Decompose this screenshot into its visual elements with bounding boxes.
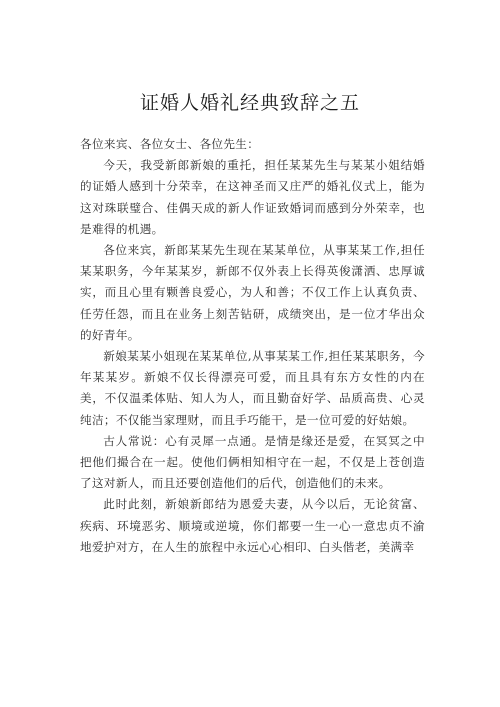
paragraph-5: 此时此刻，新娘新郎结为恩爱夫妻，从今以后，无论贫富、疾病、环境恶劣、顺境或逆境，你们都要一生一心一意忠贞不渝地爱护对方，在人生的旅程中永远心心相印、白头偕老，美满幸 <box>80 497 425 554</box>
paragraph-3: 新娘某某小姐现在某某单位,从事某某工作,担任某某职务，今年某某岁。新娘不仅长得漂亮可爱，而且具有东方女性的内在美，不仅温柔体贴、知人为人，而且勤奋好学、品质高贵、心灵纯洁；不仅能当家理财，而且手巧能干，是一位可爱的好姑娘。 <box>80 349 425 427</box>
paragraph-4: 古人常说：心有灵犀一点通。是情是缘还是爱，在冥冥之中把他们撮合在一起。使他们俩相知相守在一起，不仅是上苍创造了这对新人，而且还要创造他们的后代，创造他们的未来。 <box>80 433 425 491</box>
greeting-line: 各位来宾、各位女士、各位先生： <box>80 137 260 151</box>
document-title: 证婚人婚礼经典致辞之五 <box>139 92 360 114</box>
paragraph-1: 今天，我受新郎新娘的重托，担任某某先生与某某小姐结婚的证婚人感到十分荣幸，在这神圣而又庄严的婚礼仪式上，能为这对珠联璧合、佳偶天成的新人作证致婚词而感到分外荣幸，也是难得的机遇。 <box>80 158 425 236</box>
document-body <box>80 134 425 558</box>
paragraph-2: 各位来宾，新郎某某先生现在某某单位，从事某某工作,担任某某职务，今年某某岁，新郎不仅外表上长得英俊潇洒、忠厚诚实，而且心里有颗善良爱心，为人和善；不仅工作上认真负责、任劳任怨，而且在业务上刻苦钻研，成绩突出，是一位才华出众的好青年。 <box>80 243 425 342</box>
